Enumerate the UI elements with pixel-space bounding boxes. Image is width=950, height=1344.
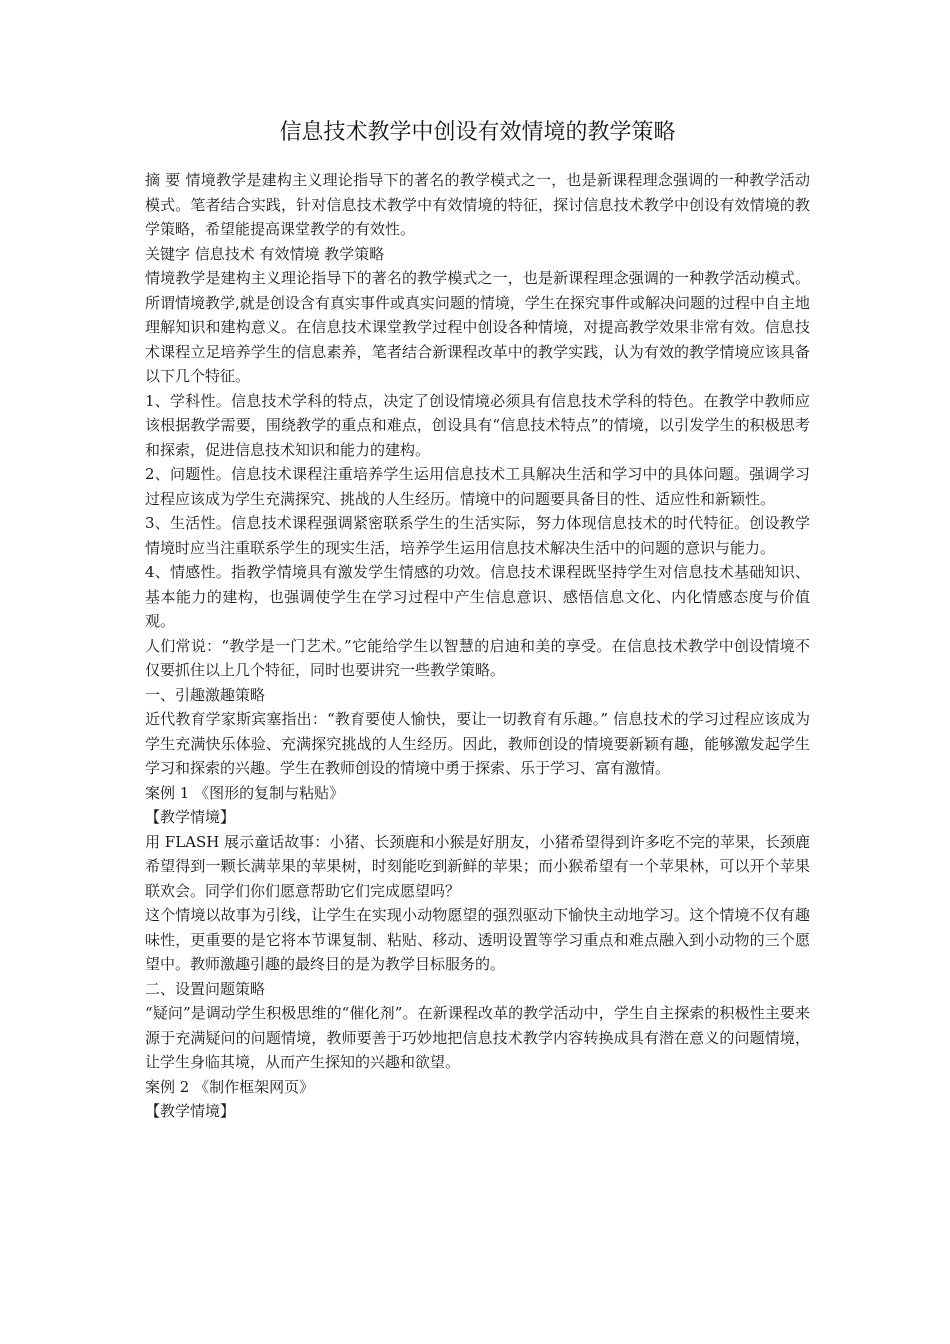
document-page xyxy=(145,118,810,1124)
section-2-paragraph: “疑问”是调动学生积极思维的“催化剂”。在新课程改革的教学活动中，学生自主探索的积极性主要来源于充满疑问的问题情境，教师要善于巧妙地把信息技术教学内容转换成具有潜在意义的问题情境，让学生身临其境，从而产生探知的兴趣和欲望。 xyxy=(145,1004,810,1071)
document-body xyxy=(145,168,810,1124)
feature-item-3: 3、生活性。信息技术课程强调紧密联系学生的生活实际，努力体现信息技术的时代特征。创设教学情境时应当注重联系学生的现实生活，培养学生运用信息技术解决生活中的问题的意识与能力。 xyxy=(145,514,810,557)
transition-paragraph: 人们常说：“教学是一门艺术。”它能给学生以智慧的启迪和美的享受。在信息技术教学中创设情境不仅要抓住以上几个特征，同时也要讲究一些教学策略。 xyxy=(145,636,810,679)
feature-item-1: 1、学科性。信息技术学科的特点，决定了创设情境必须具有信息技术学科的特色。在教学中教师应该根据教学需要，围绕教学的重点和难点，创设具有“信息技术特点”的情境，以引发学生的积极思考和探索，促进信息技术知识和能力的建构。 xyxy=(145,391,810,459)
feature-item-2: 2、问题性。信息技术课程注重培养学生运用信息技术工具解决生活和学习中的具体问题。强调学习过程应该成为学生充满探究、挑战的人生经历。情境中的问题要具备目的性、适应性和新颖性。 xyxy=(145,465,810,508)
case-1-label: 【教学情境】 xyxy=(145,808,236,826)
case-2-label: 【教学情境】 xyxy=(145,1102,236,1120)
document-title: 信息技术教学中创设有效情境的教学策略 xyxy=(279,120,676,145)
feature-item-4: 4、情感性。指教学情境具有激发学生情感的功效。信息技术课程既坚持学生对信息技术基础知识、基本能力的建构，也强调使学生在学习过程中产生信息意识、感悟信息文化、内化情感态度与价值观。 xyxy=(145,563,810,630)
case-2-title: 案例 2 《制作框架网页》 xyxy=(145,1077,315,1096)
case-1-title: 案例 1 《图形的复制与粘贴》 xyxy=(145,783,345,802)
case-1-story: 用 FLASH 展示童话故事：小猪、长颈鹿和小猴是好朋友，小猪希望得到许多吃不完的苹果，长颈鹿希望得到一颗长满苹果的苹果树，时刻能吃到新鲜的苹果；而小猴希望有一个苹果林，可以开个苹果联欢会。同学们你们愿意帮助它们完成愿望吗？ xyxy=(145,832,810,900)
intro-paragraph: 情境教学是建构主义理论指导下的著名的教学模式之一，也是新课程理念强调的一种教学活动模式。所谓情境教学,就是创设含有真实事件或真实问题的情境，学生在探究事件或解决问题的过程中自主地理解知识和建构意义。在信息技术课堂教学过程中创设各种情境，对提高教学效果非常有效。信息技术课程立足培养学生的信息素养，笔者结合新课程改革中的教学实践，认为有效的教学情境应该具备以下几个特征。 xyxy=(145,269,810,385)
keywords-line: 关键字 信息技术 有效情境 教学策略 xyxy=(145,244,385,263)
section-1-paragraph: 近代教育学家斯宾塞指出：“教育要使人愉快，要让一切教育有乐趣。” 信息技术的学习过程应该成为学生充满快乐体验、充满探究挑战的人生经历。因此，教师创设的情境要新颖有趣，能够激发起学生学习和探索的兴趣。学生在教师创设的情境中勇于探索、乐于学习、富有激情。 xyxy=(145,710,810,777)
case-1-analysis: 这个情境以故事为引线，让学生在实现小动物愿望的强烈驱动下愉快主动地学习。这个情境不仅有趣味性，更重要的是它将本节课复制、粘贴、移动、透明设置等学习重点和难点融入到小动物的三个愿望中。教师激趣引趣的最终目的是为教学目标服务的。 xyxy=(145,906,810,973)
abstract-paragraph: 摘 要 情境教学是建构主义理论指导下的著名的教学模式之一，也是新课程理念强调的一种教学活动模式。笔者结合实践，针对信息技术教学中有效情境的特征，探讨信息技术教学中创设有效情境的教学策略，希望能提高课堂教学的有效性。 xyxy=(145,171,810,238)
section-heading-1: 一、引趣激趣策略 xyxy=(145,685,266,704)
section-heading-2: 二、设置问题策略 xyxy=(145,979,266,998)
